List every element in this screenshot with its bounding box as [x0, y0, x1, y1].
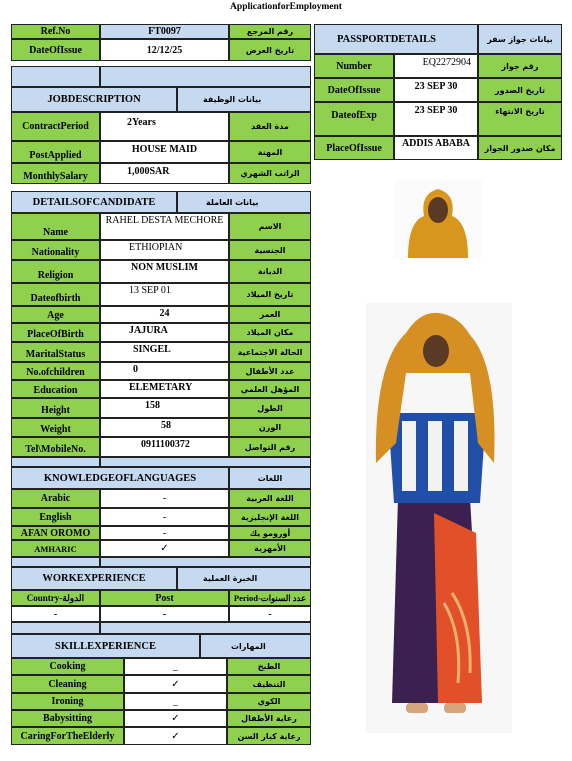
candidate-field-value: 0911100372 — [100, 437, 229, 457]
spacer-cell — [11, 557, 100, 567]
portrait-image — [394, 180, 482, 258]
candidate-field-label: No.ofchildren — [11, 362, 100, 380]
candidate-field-value: JAJURA — [100, 323, 229, 342]
passport-heading-arabic: بيانات جواز سفر — [478, 24, 562, 54]
work-period-value: - — [229, 606, 311, 622]
skill-label: Babysitting — [11, 710, 124, 727]
work-heading: WORKEXPERIENCE — [11, 567, 177, 590]
skills-heading: SKILLEXPERIENCE — [11, 634, 200, 658]
candidate-field-arabic: المؤهل العلمي — [229, 380, 311, 398]
issue-date-label: DateOfIssue — [11, 39, 100, 61]
language-arabic: اللغة الإنجليزية — [229, 508, 311, 526]
post-arabic: المهنة — [229, 141, 311, 163]
candidate-field-arabic: الجنسية — [229, 240, 311, 260]
candidate-field-value: ETHIOPIAN — [100, 240, 229, 260]
candidate-field-label: Age — [11, 306, 100, 323]
language-value: - — [100, 489, 229, 508]
candidate-field-value: 158 — [100, 398, 229, 418]
candidate-field-value: SINGEL — [100, 342, 229, 362]
candidate-heading: DETAILSOFCANDIDATE — [11, 191, 177, 213]
candidate-field-label: Education — [11, 380, 100, 398]
portrait-photo — [394, 180, 482, 258]
skill-value: ✓ — [124, 675, 227, 693]
language-label: Arabic — [11, 489, 100, 508]
passport-number-value: EQ2272904 — [394, 54, 478, 78]
skill-arabic: رعاية الأطفال — [227, 710, 311, 727]
skill-arabic: الطبخ — [227, 658, 311, 675]
candidate-field-label: Religion — [11, 260, 100, 283]
refno-value: FT0097 — [100, 24, 229, 39]
candidate-field-value: ELEMETARY — [100, 380, 229, 398]
issue-date-arabic-label: تاريخ العرض — [229, 39, 311, 61]
contract-value: 2Years — [100, 112, 229, 141]
salary-value: 1,000SAR — [100, 163, 229, 184]
candidate-field-arabic: مكان الميلاد — [229, 323, 311, 342]
spacer-cell — [100, 457, 311, 467]
skill-arabic: الكوي — [227, 693, 311, 710]
languages-heading-arabic: اللغات — [229, 467, 311, 489]
salary-label: MonthlySalary — [11, 163, 100, 184]
job-heading: JOBDESCRIPTION — [11, 87, 177, 112]
skill-label: CaringForTheElderly — [11, 727, 124, 745]
refno-label: Ref.No — [11, 24, 100, 39]
job-heading-arabic: بيانات الوظيفة — [177, 87, 311, 112]
work-post-value: - — [100, 606, 229, 622]
candidate-heading-arabic: بيانات العاملة — [177, 191, 311, 213]
issue-date-value: 12/12/25 — [100, 39, 229, 61]
passport-exp-arabic: تاريخ الانتهاء — [478, 102, 562, 136]
spacer-cell — [11, 457, 100, 467]
candidate-field-label: Dateofbirth — [11, 283, 100, 306]
passport-number-arabic: رقم جواز — [478, 54, 562, 78]
candidate-field-arabic: الحالة الاجتماعية — [229, 342, 311, 362]
spacer-cell — [100, 622, 311, 634]
candidate-field-arabic: العمر — [229, 306, 311, 323]
candidate-field-value: 0 — [100, 362, 229, 380]
candidate-field-label: MaritalStatus — [11, 342, 100, 362]
skill-label: Cooking — [11, 658, 124, 675]
skills-heading-arabic: المهارات — [200, 634, 311, 658]
candidate-field-label: Nationality — [11, 240, 100, 260]
candidate-field-arabic: الطول — [229, 398, 311, 418]
candidate-field-value: RAHEL DESTA MECHORE — [100, 213, 229, 240]
work-col-post: Post — [100, 590, 229, 606]
language-arabic: أورومو يك — [229, 526, 311, 540]
spacer-cell — [11, 622, 100, 634]
spacer-cell — [100, 66, 311, 87]
work-col-country: Country-الدولة — [11, 590, 100, 606]
candidate-field-label: Weight — [11, 418, 100, 437]
page-title: ApplicationforEmployment — [230, 2, 342, 12]
passport-issue-value: 23 SEP 30 — [394, 78, 478, 102]
contract-arabic: مدة العقد — [229, 112, 311, 141]
work-country-value: - — [11, 606, 100, 622]
candidate-field-label: Name — [11, 213, 100, 240]
skill-value: _ — [124, 658, 227, 675]
contract-label: ContractPeriod — [11, 112, 100, 141]
passport-place-arabic: مكان صدور الجواز — [478, 136, 562, 160]
language-value: - — [100, 526, 229, 540]
passport-place-label: PlaceOfIssue — [314, 136, 394, 160]
passport-issue-arabic: تاريخ الصدور — [478, 78, 562, 102]
candidate-field-value: 13 SEP 01 — [100, 283, 229, 306]
passport-exp-label: DateofExp — [314, 102, 394, 136]
candidate-field-arabic: رقم التواصل — [229, 437, 311, 457]
language-label: AFAN OROMO — [11, 526, 100, 540]
passport-place-value: ADDIS ABABA — [394, 136, 478, 160]
language-arabic: اللغة العربية — [229, 489, 311, 508]
candidate-field-value: NON MUSLIM — [100, 260, 229, 283]
work-col-period: Period-عدد السنوات — [229, 590, 311, 606]
work-heading-arabic: الخبرة العملية — [177, 567, 311, 590]
passport-exp-value: 23 SEP 30 — [394, 102, 478, 136]
candidate-field-arabic: الديانة — [229, 260, 311, 283]
skill-label: Ironing — [11, 693, 124, 710]
full-body-image — [366, 303, 512, 733]
passport-number-label: Number — [314, 54, 394, 78]
post-value: HOUSE MAID — [100, 141, 229, 163]
language-value: ✓ — [100, 540, 229, 557]
passport-heading: PASSPORTDETAILS — [314, 24, 478, 54]
skill-value: ✓ — [124, 710, 227, 727]
language-label: English — [11, 508, 100, 526]
skill-arabic: التنظيف — [227, 675, 311, 693]
languages-heading: KNOWLEDGEOFLANGUAGES — [11, 467, 229, 489]
spacer-cell — [100, 557, 311, 567]
candidate-field-value: 24 — [100, 306, 229, 323]
full-body-photo — [366, 303, 512, 733]
candidate-field-arabic: الوزن — [229, 418, 311, 437]
salary-arabic: الراتب الشهري — [229, 163, 311, 184]
skill-value: ✓ — [124, 727, 227, 745]
language-value: - — [100, 508, 229, 526]
candidate-field-value: 58 — [100, 418, 229, 437]
skill-value: _ — [124, 693, 227, 710]
language-arabic: الأمهرية — [229, 540, 311, 557]
language-label: AMHARIC — [11, 540, 100, 557]
passport-issue-label: DateOfIssue — [314, 78, 394, 102]
candidate-field-arabic: الاسم — [229, 213, 311, 240]
post-label: PostApplied — [11, 141, 100, 163]
skill-arabic: رعاية كبار السن — [227, 727, 311, 745]
refno-arabic-label: رقم المرجع — [229, 24, 311, 39]
skill-label: Cleaning — [11, 675, 124, 693]
candidate-field-label: Tel\MobileNo. — [11, 437, 100, 457]
candidate-field-arabic: تاريخ الميلاد — [229, 283, 311, 306]
candidate-field-label: PlaceOfBirth — [11, 323, 100, 342]
candidate-field-arabic: عدد الأطفال — [229, 362, 311, 380]
candidate-field-label: Height — [11, 398, 100, 418]
spacer-cell — [11, 66, 100, 87]
